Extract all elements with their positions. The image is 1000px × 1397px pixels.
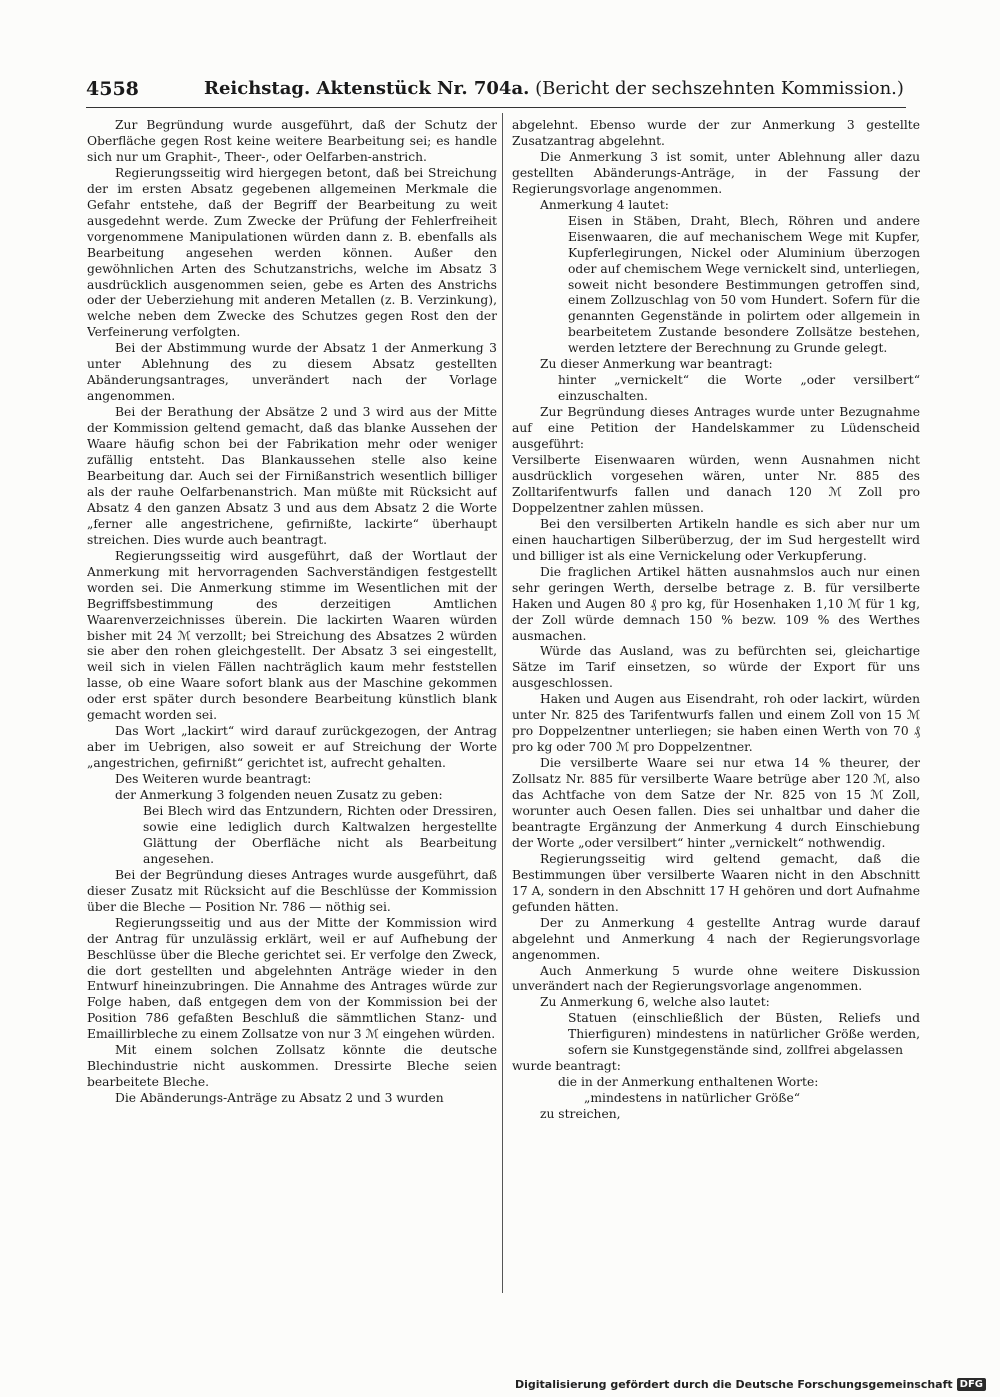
- page-header: [86, 78, 906, 104]
- paragraph-indented: der Anmerkung 3 folgenden neuen Zusatz zu geben:: [115, 788, 443, 803]
- quoted-provision: Eisen in Stäben, Draht, Blech, Röhren und andere Eisenwaaren, die auf mechanischem Wege mit Kupfer, Kupferlegirungen, Nickel oder Aluminium überzogen oder auf chemischem Wege vernickelt sind, unterliegen, soweit nicht besondere Bestimmungen getroffen sind, einem Zollzuschlag von 50 vom Hundert. Sofern für die genannten Gegenstände in polirtem oder allgemein in bearbeitetem Zustande besondere Zollsätze bestehen, werden letztere der Berechnung zu Grunde gelegt.: [568, 213, 920, 356]
- paragraph: Das Wort „lackirt“ wird darauf zurückgezogen, der Antrag aber im Uebrigen, also soweit er auf Streichung der Worte „angestrichen, gefirnißt“ gerichtet ist, aufrecht gehalten.: [87, 724, 497, 771]
- paragraph: Die Anmerkung 3 ist somit, unter Ablehnung aller dazu gestellten Abänderungs-Anträge, in der Fassung der Regierungsvorlage angenommen.: [512, 149, 920, 196]
- paragraph-indented: zu streichen,: [540, 1107, 621, 1122]
- running-title: [204, 78, 904, 99]
- paragraph-indented: Anmerkung 4 lautet:: [540, 197, 669, 212]
- column-divider: [502, 113, 503, 1293]
- paragraph-indented: die in der Anmerkung enthaltenen Worte:: [558, 1075, 819, 1090]
- quoted-phrase: „mindestens in natürlicher Größe“: [584, 1091, 801, 1106]
- left-column: [87, 118, 497, 1298]
- paragraph-continued: wurde beantragt:: [512, 1059, 621, 1074]
- page-number: 4558: [86, 78, 139, 100]
- quoted-provision: Bei Blech wird das Entzundern, Richten oder Dressiren, sowie eine lediglich durch Kaltwalzen hergestellte Glättung der Oberfläche nicht als Bearbeitung angesehen.: [143, 803, 497, 866]
- footer-text: Digitalisierung gefördert durch die Deutsche Forschungsgemeinschaft: [514, 1378, 953, 1391]
- paragraph: Haken und Augen aus Eisendraht, roh oder lackirt, würden unter Nr. 825 des Tarifentwurfs fallen und einem Zoll von 15 ℳ pro Doppelzentner unterliegen; sie haben einen Werth von 70 ₰ pro kg oder 700 ℳ pro Doppelzentner.: [512, 692, 920, 755]
- paragraph-indented: hinter „vernickelt“ die Worte „oder versilbert“ einzuschalten.: [558, 373, 920, 404]
- paragraph: Bei den versilberten Artikeln handle es sich aber nur um einen hauchartigen Silberüberzug, der im Sud hergestellt wird und billiger ist als eine Vernickelung oder Verkupferung.: [512, 516, 920, 563]
- paragraph: Würde das Ausland, was zu befürchten sei, gleichartige Sätze im Tarif einsetzen, so würde der Export für uns ausgeschlossen.: [512, 644, 920, 691]
- paragraph: Bei der Berathung der Absätze 2 und 3 wird aus der Mitte der Kommission geltend gemacht, daß das blanke Aussehen der Waare häufig schon bei der Fabrikation mehr oder weniger zufällig entsteht. Das Blankaussehen stelle also keine Bearbeitung dar. Auch sei der Firnißanstrich wesentlich billiger als der rauhe Oelfarbenanstrich. Man müßte mit Rücksicht auf Absatz 4 den ganzen Absatz 3 und aus dem Absatz 2 die Worte „ferner alle angestrichene, gefirnißte, lackirte“ überhaupt streichen. Dies wurde auch beantragt.: [87, 405, 497, 547]
- digitization-footer: [515, 1378, 986, 1391]
- paragraph: Die fraglichen Artikel hätten ausnahmslos auch nur einen sehr geringen Werth, derselbe betrage z. B. für versilberte Haken und Augen 80 ₰ pro kg, für Hosenhaken 1,10 ℳ für 1 kg, der Zoll würde demnach 150 % bezw. 109 % des Werthes ausmachen.: [512, 564, 920, 643]
- paragraph: Zur Begründung wurde ausgeführt, daß der Schutz der Oberfläche gegen Rost keine weitere Bearbeitung sei; es handle sich nur um Graphit-, Theer-, oder Oelfarben-anstrich.: [87, 118, 497, 164]
- paragraph: Regierungsseitig wird ausgeführt, daß der Wortlaut der Anmerkung mit hervorragenden Sachverständigen festgestellt worden sei. Die Anmerkung stimme im Wesentlichen mit der Begriffsbestimmung des derzeitigen Amtlichen Waarenverzeichnisses überein. Die lackirten Waaren würden bisher mit 24 ℳ verzollt; bei Streichung des Absatzes 2 würden sie aber den rohen gleichgestellt. Der Absatz 3 sei eingestellt, weil sich in vielen Fällen nachträglich kaum mehr feststellen lasse, ob eine Waare sofort blank aus der Maschine gekommen oder erst später durch besondere Bearbeitung künstlich blank gemacht worden sei.: [87, 548, 497, 723]
- right-column: [512, 118, 920, 1298]
- paragraph: Die Abänderungs-Anträge zu Absatz 2 und 3 wurden: [115, 1091, 444, 1106]
- paragraph: Mit einem solchen Zollsatz könnte die deutsche Blechindustrie nicht auskommen. Dressirte Bleche seien bearbeitete Bleche.: [87, 1043, 497, 1090]
- quoted-provision: Statuen (einschließlich der Büsten, Reliefs und Thierfiguren) mindestens in natürlicher Größe werden, sofern sie Kunstgegenstände sind, zollfrei abgelassen: [568, 1011, 920, 1058]
- paragraph: Auch Anmerkung 5 wurde ohne weitere Diskussion unverändert nach der Regierungsvorlage angenommen.: [512, 963, 920, 994]
- header-rule: [86, 107, 906, 108]
- paragraph: Regierungsseitig und aus der Mitte der Kommission wird der Antrag für unzulässig erklärt, weil er auf Aufhebung der Beschlüsse über die Bleche gerichtet sei. Er verfolge den Zweck, die dort gestellten und abgelehnten Anträge wieder in den Entwurf hineinzubringen. Die Annahme des Antrages würde zur Folge haben, daß entgegen dem von der Kommission bei der Position 786 gefaßten Beschluß die sämmtlichen Stanz- und Emaillirbleche zu einem Zollsatze von nur 3 ℳ eingehen würden.: [87, 915, 497, 1042]
- paragraph: Die versilberte Waare sei nur etwa 14 % theurer, der Zollsatz Nr. 885 für versilberte Waare betrüge aber 120 ℳ, also das Achtfache von dem Satze der Nr. 825 von 15 ℳ Zoll, worunter auch Oesen fallen. Dies sei unhaltbar und daher die beantragte Ergänzung der Anmerkung 4 durch Einschiebung der Worte „oder versilbert“ hinter „vernickelt“ nothwendig.: [512, 756, 920, 850]
- paragraph: Regierungsseitig wird geltend gemacht, daß die Bestimmungen über versilberte Waaren nicht in den Abschnitt 17 A, sondern in den Abschnitt 17 H gehören und dort Aufnahme gefunden hätten.: [512, 851, 920, 914]
- paragraph: Der zu Anmerkung 4 gestellte Antrag wurde darauf abgelehnt und Anmerkung 4 nach der Regierungsvorlage angenommen.: [512, 915, 920, 962]
- paragraph: Regierungsseitig wird hiergegen betont, daß bei Streichung der im ersten Absatz gegebenen allgemeinen Merkmale die Gefahr entstehe, daß der Begriff der Bearbeitung zu weit ausgedehnt werde. Zum Zwecke der Prüfung der Fehlerfreiheit vorgenommene Manipulationen würden dann z. B. ebenfalls als Bearbeitung angesehen werden können. Außer den gewöhnlichen Arten des Schutzanstrichs, welche im Absatz 3 ausdrücklich ausgenommen seien, gebe es Arten des Anstrichs oder der Ueberziehung mit anderen Metallen (z. B. Verzinkung), welche neben dem Zwecke des Schutzes gegen Rost den der Verfeinerung verfolgten.: [87, 165, 497, 340]
- paragraph-indented: Zu Anmerkung 6, welche also lautet:: [540, 995, 770, 1010]
- paragraph-continued: abgelehnt. Ebenso wurde der zur Anmerkung 3 gestellte Zusatzantrag abgelehnt.: [512, 118, 920, 148]
- paragraph: Des Weiteren wurde beantragt:: [115, 772, 312, 787]
- paragraph: Bei der Abstimmung wurde der Absatz 1 der Anmerkung 3 unter Ablehnung des zu diesem Absatz gestellten Abänderungsantrages, unverändert nach der Vorlage angenommen.: [87, 341, 497, 404]
- running-title-rest: (Bericht der sechszehnten Kommission.): [535, 78, 904, 99]
- paragraph-continued: Versilberte Eisenwaaren würden, wenn Ausnahmen nicht ausdrücklich vorgesehen wären, unter Nr. 885 des Zolltarifentwurfs fallen und danach 120 ℳ Zoll pro Doppelzentner zahlen müssen.: [512, 453, 920, 515]
- paragraph-indented: Zu dieser Anmerkung war beantragt:: [540, 357, 773, 372]
- running-title-bold: Reichstag. Aktenstück Nr. 704a.: [204, 78, 530, 99]
- dfg-logo-icon: DFG: [957, 1378, 986, 1391]
- paragraph: Zur Begründung dieses Antrages wurde unter Bezugnahme auf eine Petition der Handelskammer zu Lüdenscheid ausgeführt:: [512, 405, 920, 452]
- paragraph: Bei der Begründung dieses Antrages wurde ausgeführt, daß dieser Zusatz mit Rücksicht auf die Beschlüsse der Kommission über die Bleche — Position Nr. 786 — nöthig sei.: [87, 867, 497, 914]
